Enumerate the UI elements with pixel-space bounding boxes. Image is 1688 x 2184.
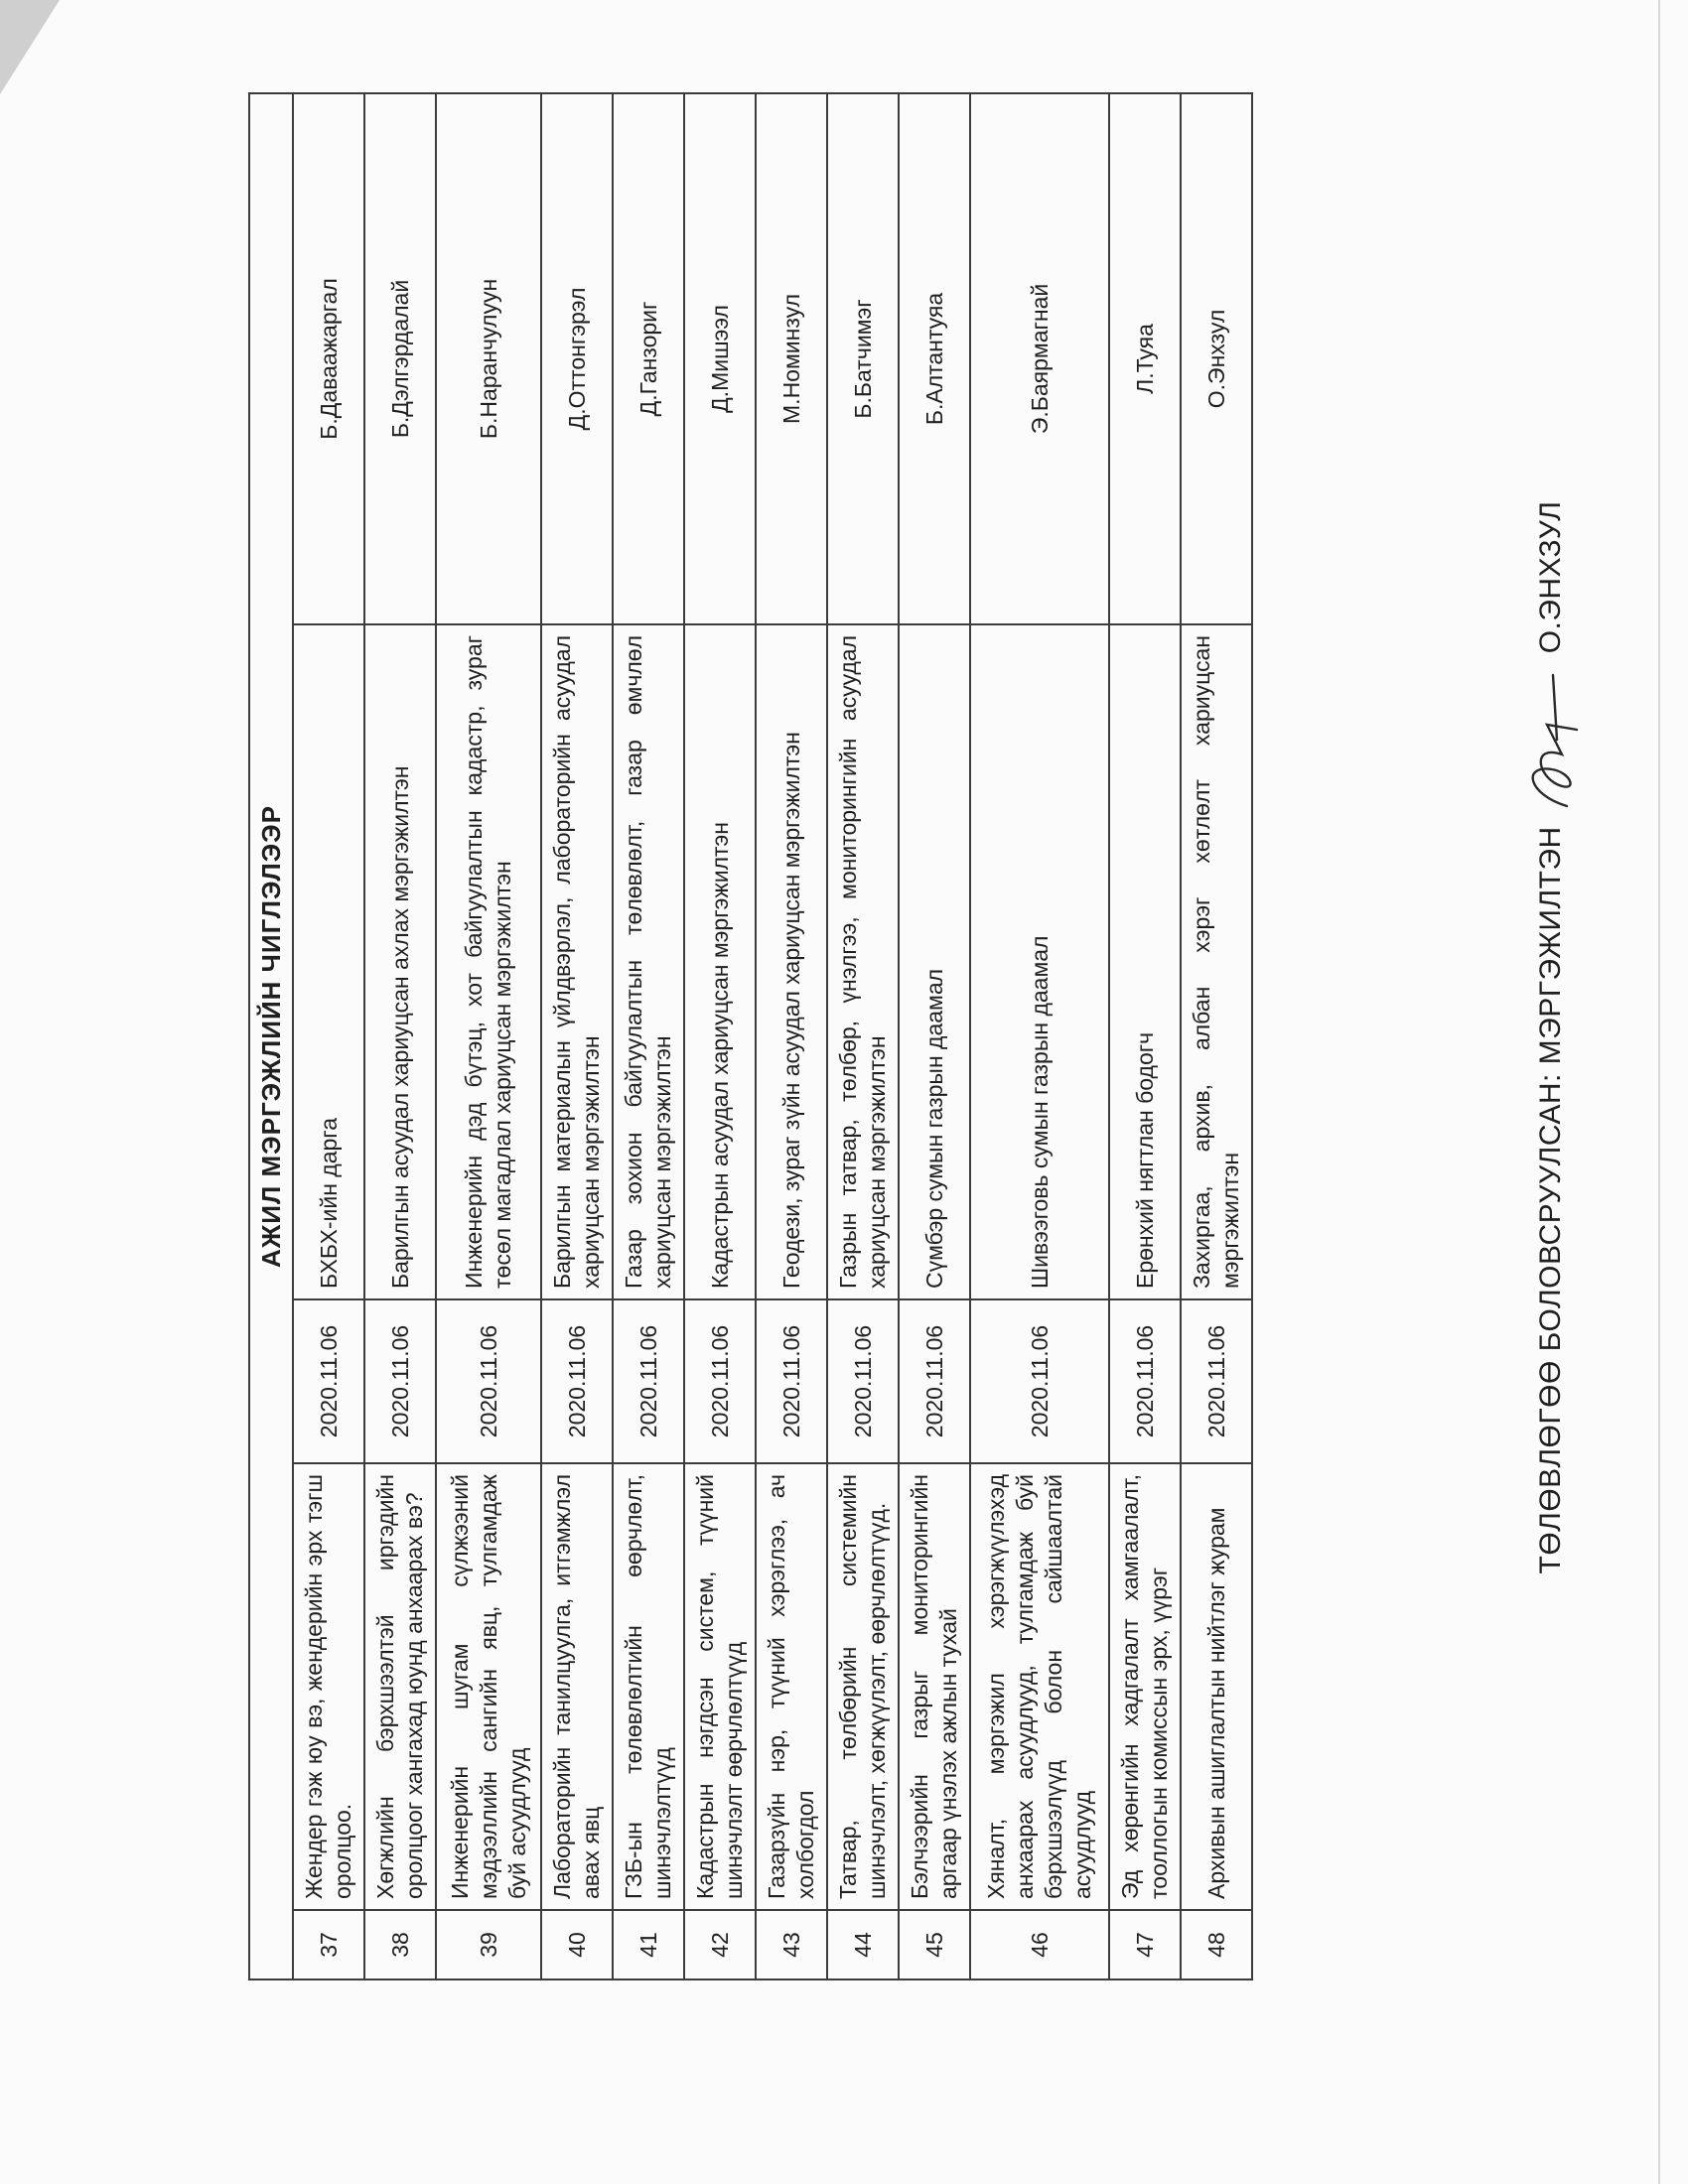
footer bbox=[1517, 94, 1587, 1980]
row-topic: Лабораторийн танилцуулга, итгэмжлэл авах явц bbox=[541, 1463, 613, 1910]
row-date: 2020.11.06 bbox=[364, 1299, 436, 1463]
row-date: 2020.11.06 bbox=[1109, 1299, 1181, 1463]
row-employee: Э.Баярмагнай bbox=[970, 93, 1109, 624]
row-date: 2020.11.06 bbox=[756, 1299, 827, 1463]
table-row bbox=[756, 93, 827, 1979]
row-employee: Б.Алтантуяа bbox=[899, 93, 970, 624]
row-employee: Д.Ганзориг bbox=[613, 93, 684, 624]
row-job-title: БХБХ-ийн дарга bbox=[293, 624, 364, 1299]
row-employee: Д.Мишээл bbox=[684, 93, 756, 624]
row-employee: Д.Оттонгэрэл bbox=[541, 93, 613, 624]
row-employee: Б.Даваажаргал bbox=[293, 93, 364, 624]
table-row bbox=[970, 93, 1109, 1979]
scan-corner-artifact bbox=[0, 0, 60, 94]
row-number: 47 bbox=[1109, 1910, 1181, 1979]
row-topic: ГЗБ-ын төлөвлөлтийн өөрчлөлт, шинэчлэлтүүд bbox=[613, 1463, 684, 1910]
row-employee: Б.Батчимэг bbox=[827, 93, 899, 624]
row-topic: Инженерийн шугам сүлжээний мэдээллийн сангийн явц, тулгамдаж буй асуудлууд bbox=[436, 1463, 541, 1910]
row-date: 2020.11.06 bbox=[436, 1299, 541, 1463]
row-topic: Хөгжлийн бэрхшээлтэй иргэдийн оролцоог хангахад юунд анхаарах вэ? bbox=[364, 1463, 436, 1910]
table-row bbox=[613, 93, 684, 1979]
schedule-table bbox=[248, 92, 1253, 1980]
row-job-title: Газрын татвар, төлбөр, үнэлгээ, мониторингийн асуудал хариуцсан мэргэжилтэн bbox=[827, 624, 899, 1299]
prepared-by-label: ТӨЛӨВЛӨГӨӨ БОЛОВСРУУЛСАН: МЭРГЭЖИЛТЭН bbox=[1533, 826, 1567, 1574]
row-employee: Б.Дэлгэрдалай bbox=[364, 93, 436, 624]
row-topic: Газарзүйн нэр, түүний хэрэглээ, ач холбогдол bbox=[756, 1463, 827, 1910]
row-date: 2020.11.06 bbox=[827, 1299, 899, 1463]
row-date: 2020.11.06 bbox=[541, 1299, 613, 1463]
table-row bbox=[293, 93, 364, 1979]
table-row bbox=[827, 93, 899, 1979]
row-job-title: Барилгын материалын үйлдвэрлэл, лабораторийн асуудал хариуцсан мэргэжилтэн bbox=[541, 624, 613, 1299]
row-number: 43 bbox=[756, 1910, 827, 1979]
row-job-title: Захиргаа, архив, албан хэрэг хөтлөлт хариуцсан мэргэжилтэн bbox=[1181, 624, 1252, 1299]
row-number: 48 bbox=[1181, 1910, 1252, 1979]
row-date: 2020.11.06 bbox=[899, 1299, 970, 1463]
table-row bbox=[1109, 93, 1181, 1979]
row-job-title: Кадастрын асуудал хариуцсан мэргэжилтэн bbox=[684, 624, 756, 1299]
row-topic: Хяналт, мэргэжил хэрэгжүүлэхэд анхаарах асуудлууд, тулгамдаж буй бэрхшээлүүд болон сайшаалтай асуудлууд bbox=[970, 1463, 1109, 1910]
row-job-title: Геодези, зураг зүйн асуудал хариуцсан мэргэжилтэн bbox=[756, 624, 827, 1299]
signature-icon bbox=[1517, 665, 1587, 814]
row-date: 2020.11.06 bbox=[684, 1299, 756, 1463]
row-topic: Архивын ашиглалтын нийтлэг журам bbox=[1181, 1463, 1252, 1910]
preparer-name: О.ЭНХЗУЛ bbox=[1533, 500, 1567, 654]
row-number: 46 bbox=[970, 1910, 1109, 1979]
row-date: 2020.11.06 bbox=[613, 1299, 684, 1463]
row-number: 45 bbox=[899, 1910, 970, 1979]
row-topic: Татвар, төлбөрийн системийн шинэчлэлт, хөгжүүлэлт, өөрчлөлтүүд. bbox=[827, 1463, 899, 1910]
row-job-title: Газар зохион байгуулалтын төлөвлөлт, газар өмчлөл хариуцсан мэргэжилтэн bbox=[613, 624, 684, 1299]
row-number: 41 bbox=[613, 1910, 684, 1979]
row-topic: Жендер гэж юу вэ, жендерийн эрх тэгш оролцоо. bbox=[293, 1463, 364, 1910]
table-row bbox=[541, 93, 613, 1979]
row-number: 37 bbox=[293, 1910, 364, 1979]
row-date: 2020.11.06 bbox=[1181, 1299, 1252, 1463]
row-number: 42 bbox=[684, 1910, 756, 1979]
section-title: АЖИЛ МЭРГЭЖЛИЙН ЧИГЛЭЛЭЭР bbox=[249, 93, 293, 1979]
table-body bbox=[293, 93, 1252, 1979]
table-row bbox=[899, 93, 970, 1979]
row-topic: Эд хөрөнгийн хадгалалт хамгаалалт, тооллогын комиссын эрх, үүрэг bbox=[1109, 1463, 1181, 1910]
row-date: 2020.11.06 bbox=[293, 1299, 364, 1463]
row-job-title: Шивээговь сумын газрын даамал bbox=[970, 624, 1109, 1299]
table-row bbox=[436, 93, 541, 1979]
row-topic: Кадастрын нэгдсэн систем, түүний шинэчлэлт өөрчлөлтүүд bbox=[684, 1463, 756, 1910]
row-employee: О.Энхзул bbox=[1181, 93, 1252, 624]
row-number: 40 bbox=[541, 1910, 613, 1979]
table-row bbox=[1181, 93, 1252, 1979]
row-employee: Б.Наранчулуун bbox=[436, 93, 541, 624]
row-number: 38 bbox=[364, 1910, 436, 1979]
row-date: 2020.11.06 bbox=[970, 1299, 1109, 1463]
row-employee: Л.Туяа bbox=[1109, 93, 1181, 624]
row-job-title: Инженерийн дэд бүтэц, хот байгуулалтын кадастр, зураг төсөл магадлал хариуцсан мэргэжилтэн bbox=[436, 624, 541, 1299]
row-number: 44 bbox=[827, 1910, 899, 1979]
row-topic: Бэлчээрийн газрыг мониторингийн аргаар үнэлэх ажлын тухай bbox=[899, 1463, 970, 1910]
table-row bbox=[364, 93, 436, 1979]
row-job-title: Ерөнхий нягтлан бодогч bbox=[1109, 624, 1181, 1299]
row-job-title: Барилгын асуудал хариуцсан ахлах мэргэжилтэн bbox=[364, 624, 436, 1299]
table-row bbox=[684, 93, 756, 1979]
row-number: 39 bbox=[436, 1910, 541, 1979]
rotated-page bbox=[248, 94, 1688, 1980]
row-employee: М.Номинзул bbox=[756, 93, 827, 624]
row-job-title: Сүмбэр сумын газрын даамал bbox=[899, 624, 970, 1299]
